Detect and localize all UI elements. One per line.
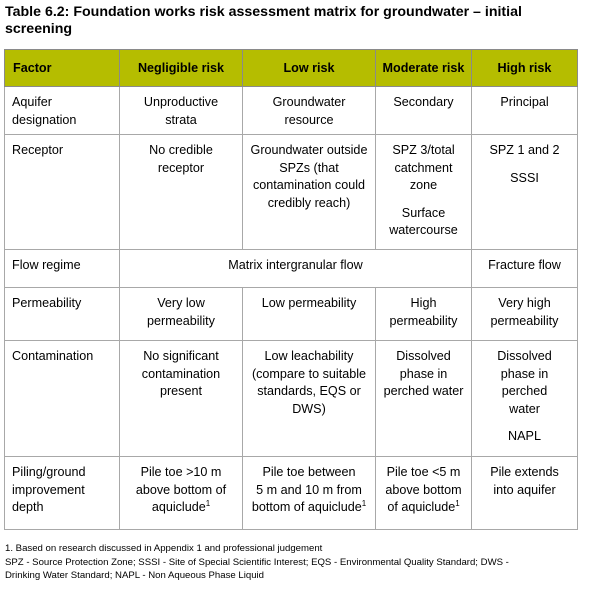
cell-line: Low leachability	[264, 349, 354, 363]
cell-low	[243, 457, 376, 530]
cell-line: permeability	[490, 313, 559, 328]
cell-line: NAPL	[508, 429, 541, 443]
cell-line: No significant	[143, 349, 219, 363]
cell-line: High	[410, 296, 437, 310]
cell-line: improvement	[12, 482, 85, 497]
cell-line: Matrix intergranular flow	[228, 258, 363, 272]
cell-paragraph	[476, 428, 573, 446]
cell-line: Flow regime	[12, 258, 81, 272]
cell-line: Very low	[157, 296, 205, 310]
cell-moderate	[376, 288, 472, 341]
cell-low	[243, 288, 376, 341]
cell-negligible	[120, 341, 243, 457]
table-row-flow-regime	[5, 250, 578, 288]
cell-line: Groundwater	[272, 95, 346, 109]
cell-low	[243, 341, 376, 457]
cell-line: Very high	[498, 296, 551, 310]
cell-negligible	[120, 135, 243, 250]
cell-line: catchment	[394, 160, 453, 175]
cell-line: permeability	[147, 313, 215, 328]
cell-paragraph	[380, 205, 467, 240]
cell-line: phase in	[399, 366, 448, 381]
cell-line: No credible	[149, 143, 213, 157]
cell-high	[472, 250, 578, 288]
cell-line: contamination	[141, 366, 221, 381]
table-row-contamination	[5, 341, 578, 457]
cell-negligible-to-moderate	[120, 250, 472, 288]
table-title	[5, 4, 595, 38]
footnote-ref: 1	[361, 499, 367, 508]
cell-line: resource	[284, 112, 334, 127]
cell-line: above bottom	[385, 482, 462, 497]
title-line: Table 6.2: Foundation works risk assessment matrix for groundwater – initial	[5, 4, 522, 20]
cell-moderate	[376, 457, 472, 530]
cell-line: of aquiclude	[387, 500, 456, 514]
cell-line: Pile toe between	[262, 465, 356, 479]
cell-line: bottom of aquiclude	[251, 500, 362, 514]
cell-line: zone	[409, 178, 438, 192]
cell-line: phase in	[500, 366, 549, 381]
cell-line: Secondary	[393, 95, 454, 109]
cell-line: Dissolved	[497, 349, 552, 363]
cell-line: strata	[165, 112, 197, 127]
cell-line: Groundwater outside	[250, 143, 368, 157]
table-row-piling	[5, 457, 578, 530]
cell-line: designation	[12, 112, 77, 127]
cell-line: SPZs (that	[279, 160, 339, 175]
cell-line: Permeability	[12, 296, 82, 310]
cell-line: aquiclude	[151, 500, 206, 514]
cell-paragraph	[476, 170, 573, 188]
cell-low	[243, 87, 376, 135]
cell-line: Principal	[500, 95, 549, 109]
cell-line: into aquifer	[493, 482, 556, 497]
footnote-abbreviations	[5, 556, 595, 582]
cell-line: 5 m and 10 m from	[256, 482, 362, 497]
cell-line: SSSI	[510, 170, 539, 185]
footnote-ref: 1	[455, 499, 460, 508]
cell-high	[472, 135, 578, 250]
cell-line: Contamination	[12, 349, 94, 363]
cell-factor	[5, 135, 120, 250]
table-row-receptor	[5, 135, 578, 250]
cell-negligible	[120, 87, 243, 135]
cell-high	[472, 87, 578, 135]
cell-high	[472, 341, 578, 457]
cell-line: standards, EQS or	[257, 384, 361, 398]
cell-line: (compare to suitable	[251, 366, 367, 381]
cell-moderate	[376, 341, 472, 457]
header-moderate-risk: Moderate risk	[376, 50, 472, 87]
footnote-ref: 1	[205, 499, 211, 508]
cell-line: Unproductive	[143, 95, 219, 109]
cell-line: Pile extends	[490, 465, 559, 479]
cell-line: Fracture flow	[488, 258, 561, 272]
cell-line: Piling/ground	[12, 465, 86, 479]
cell-moderate	[376, 135, 472, 250]
table-row-aquifer	[5, 87, 578, 135]
header-low-risk: Low risk	[243, 50, 376, 87]
cell-negligible	[120, 457, 243, 530]
cell-line: SPZ 1 and 2	[489, 143, 560, 157]
cell-high	[472, 457, 578, 530]
cell-line: Low permeability	[261, 296, 357, 310]
header-high-risk: High risk	[472, 50, 578, 87]
cell-line: SPZ 3/total	[392, 143, 455, 157]
cell-line: credibly reach)	[267, 195, 351, 210]
header-factor: Factor	[5, 50, 120, 87]
table-row-permeability	[5, 288, 578, 341]
cell-line: depth	[12, 500, 44, 514]
cell-line: receptor	[157, 160, 205, 175]
cell-line: perched	[501, 384, 548, 398]
cell-line: Receptor	[12, 143, 64, 157]
cell-factor	[5, 341, 120, 457]
cell-line: Dissolved	[396, 349, 451, 363]
cell-line: Surface	[401, 205, 446, 220]
footnote-line: SPZ - Source Protection Zone; SSSI - Site of Special Scientific Interest; EQS - Environmental Quality Standard; DWS -	[5, 557, 509, 568]
cell-negligible	[120, 288, 243, 341]
cell-line: perched water	[383, 384, 464, 398]
cell-line: Pile toe <5 m	[386, 465, 461, 479]
cell-factor	[5, 250, 120, 288]
header-negligible-risk: Negligible risk	[120, 50, 243, 87]
cell-factor	[5, 457, 120, 530]
risk-matrix-table	[4, 49, 578, 530]
cell-line: contamination could	[252, 178, 365, 192]
footnote-1: 1. Based on research discussed in Appendix 1 and professional judgement	[5, 543, 323, 554]
cell-line: present	[159, 384, 202, 398]
cell-line: watercourse	[389, 223, 458, 237]
cell-line: permeability	[389, 313, 458, 328]
header-row	[5, 50, 578, 87]
cell-line: above bottom of	[135, 482, 227, 497]
cell-factor	[5, 87, 120, 135]
cell-moderate	[376, 87, 472, 135]
cell-high	[472, 288, 578, 341]
cell-low	[243, 135, 376, 250]
cell-line: Pile toe >10 m	[140, 465, 222, 479]
footnote-line: Drinking Water Standard; NAPL - Non Aqueous Phase Liquid	[5, 570, 264, 581]
cell-factor	[5, 288, 120, 341]
cell-line: Aquifer	[12, 95, 52, 109]
title-line: screening	[5, 21, 73, 37]
cell-line: water	[509, 401, 540, 416]
cell-line: DWS)	[292, 401, 326, 416]
